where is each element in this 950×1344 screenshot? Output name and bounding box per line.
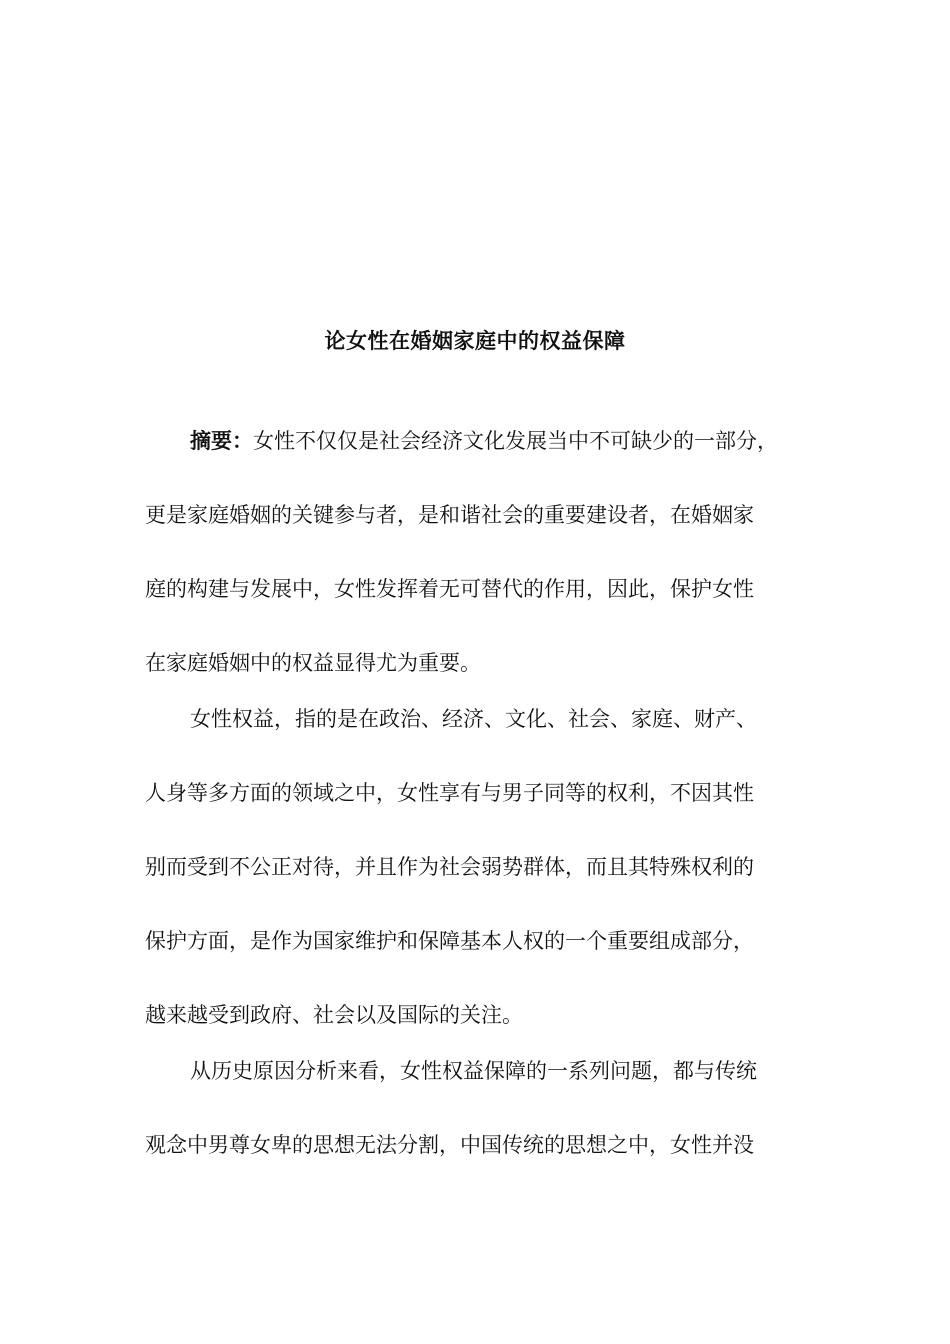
paragraph-2-line-3: 别而受到不公正对待，并且作为社会弱势群体，而且其特殊权利的 (145, 855, 754, 879)
paragraph-3-line-2: 观念中男尊女卑的思想无法分割，中国传统的思想之中，女性并没 (145, 1133, 754, 1157)
paragraph-1-line-2: 更是家庭婚姻的关键参与者，是和谐社会的重要建设者，在婚姻家 (145, 503, 754, 527)
paragraph-text: 女性不仅仅是社会经济文化发展当中不可缺少的一部分， (253, 429, 778, 453)
paragraph-2-line-2: 人身等多方面的领域之中，女性享有与男子同等的权利，不因其性 (145, 781, 754, 805)
paragraph-2-line-4: 保护方面，是作为国家维护和保障基本人权的一个重要组成部分， (145, 929, 754, 953)
paragraph-3-line-1: 从历史原因分析来看，女性权益保障的一系列问题，都与传统 (190, 1059, 757, 1083)
paragraph-1-line-4: 在家庭婚姻中的权益显得尤为重要。 (145, 651, 481, 675)
paragraph-2-line-1: 女性权益，指的是在政治、经济、文化、社会、家庭、财产、 (190, 707, 757, 731)
document-body (145, 426, 835, 1160)
abstract-label: 摘要： (190, 428, 253, 453)
paragraph-1-line-3: 庭的构建与发展中，女性发挥着无可替代的作用，因此，保护女性 (145, 577, 754, 601)
document-title: 论女性在婚姻家庭中的权益保障 (324, 328, 626, 353)
paragraph-1-line-1 (145, 426, 835, 456)
paragraph-2-line-5: 越来越受到政府、社会以及国际的关注。 (145, 1003, 523, 1027)
